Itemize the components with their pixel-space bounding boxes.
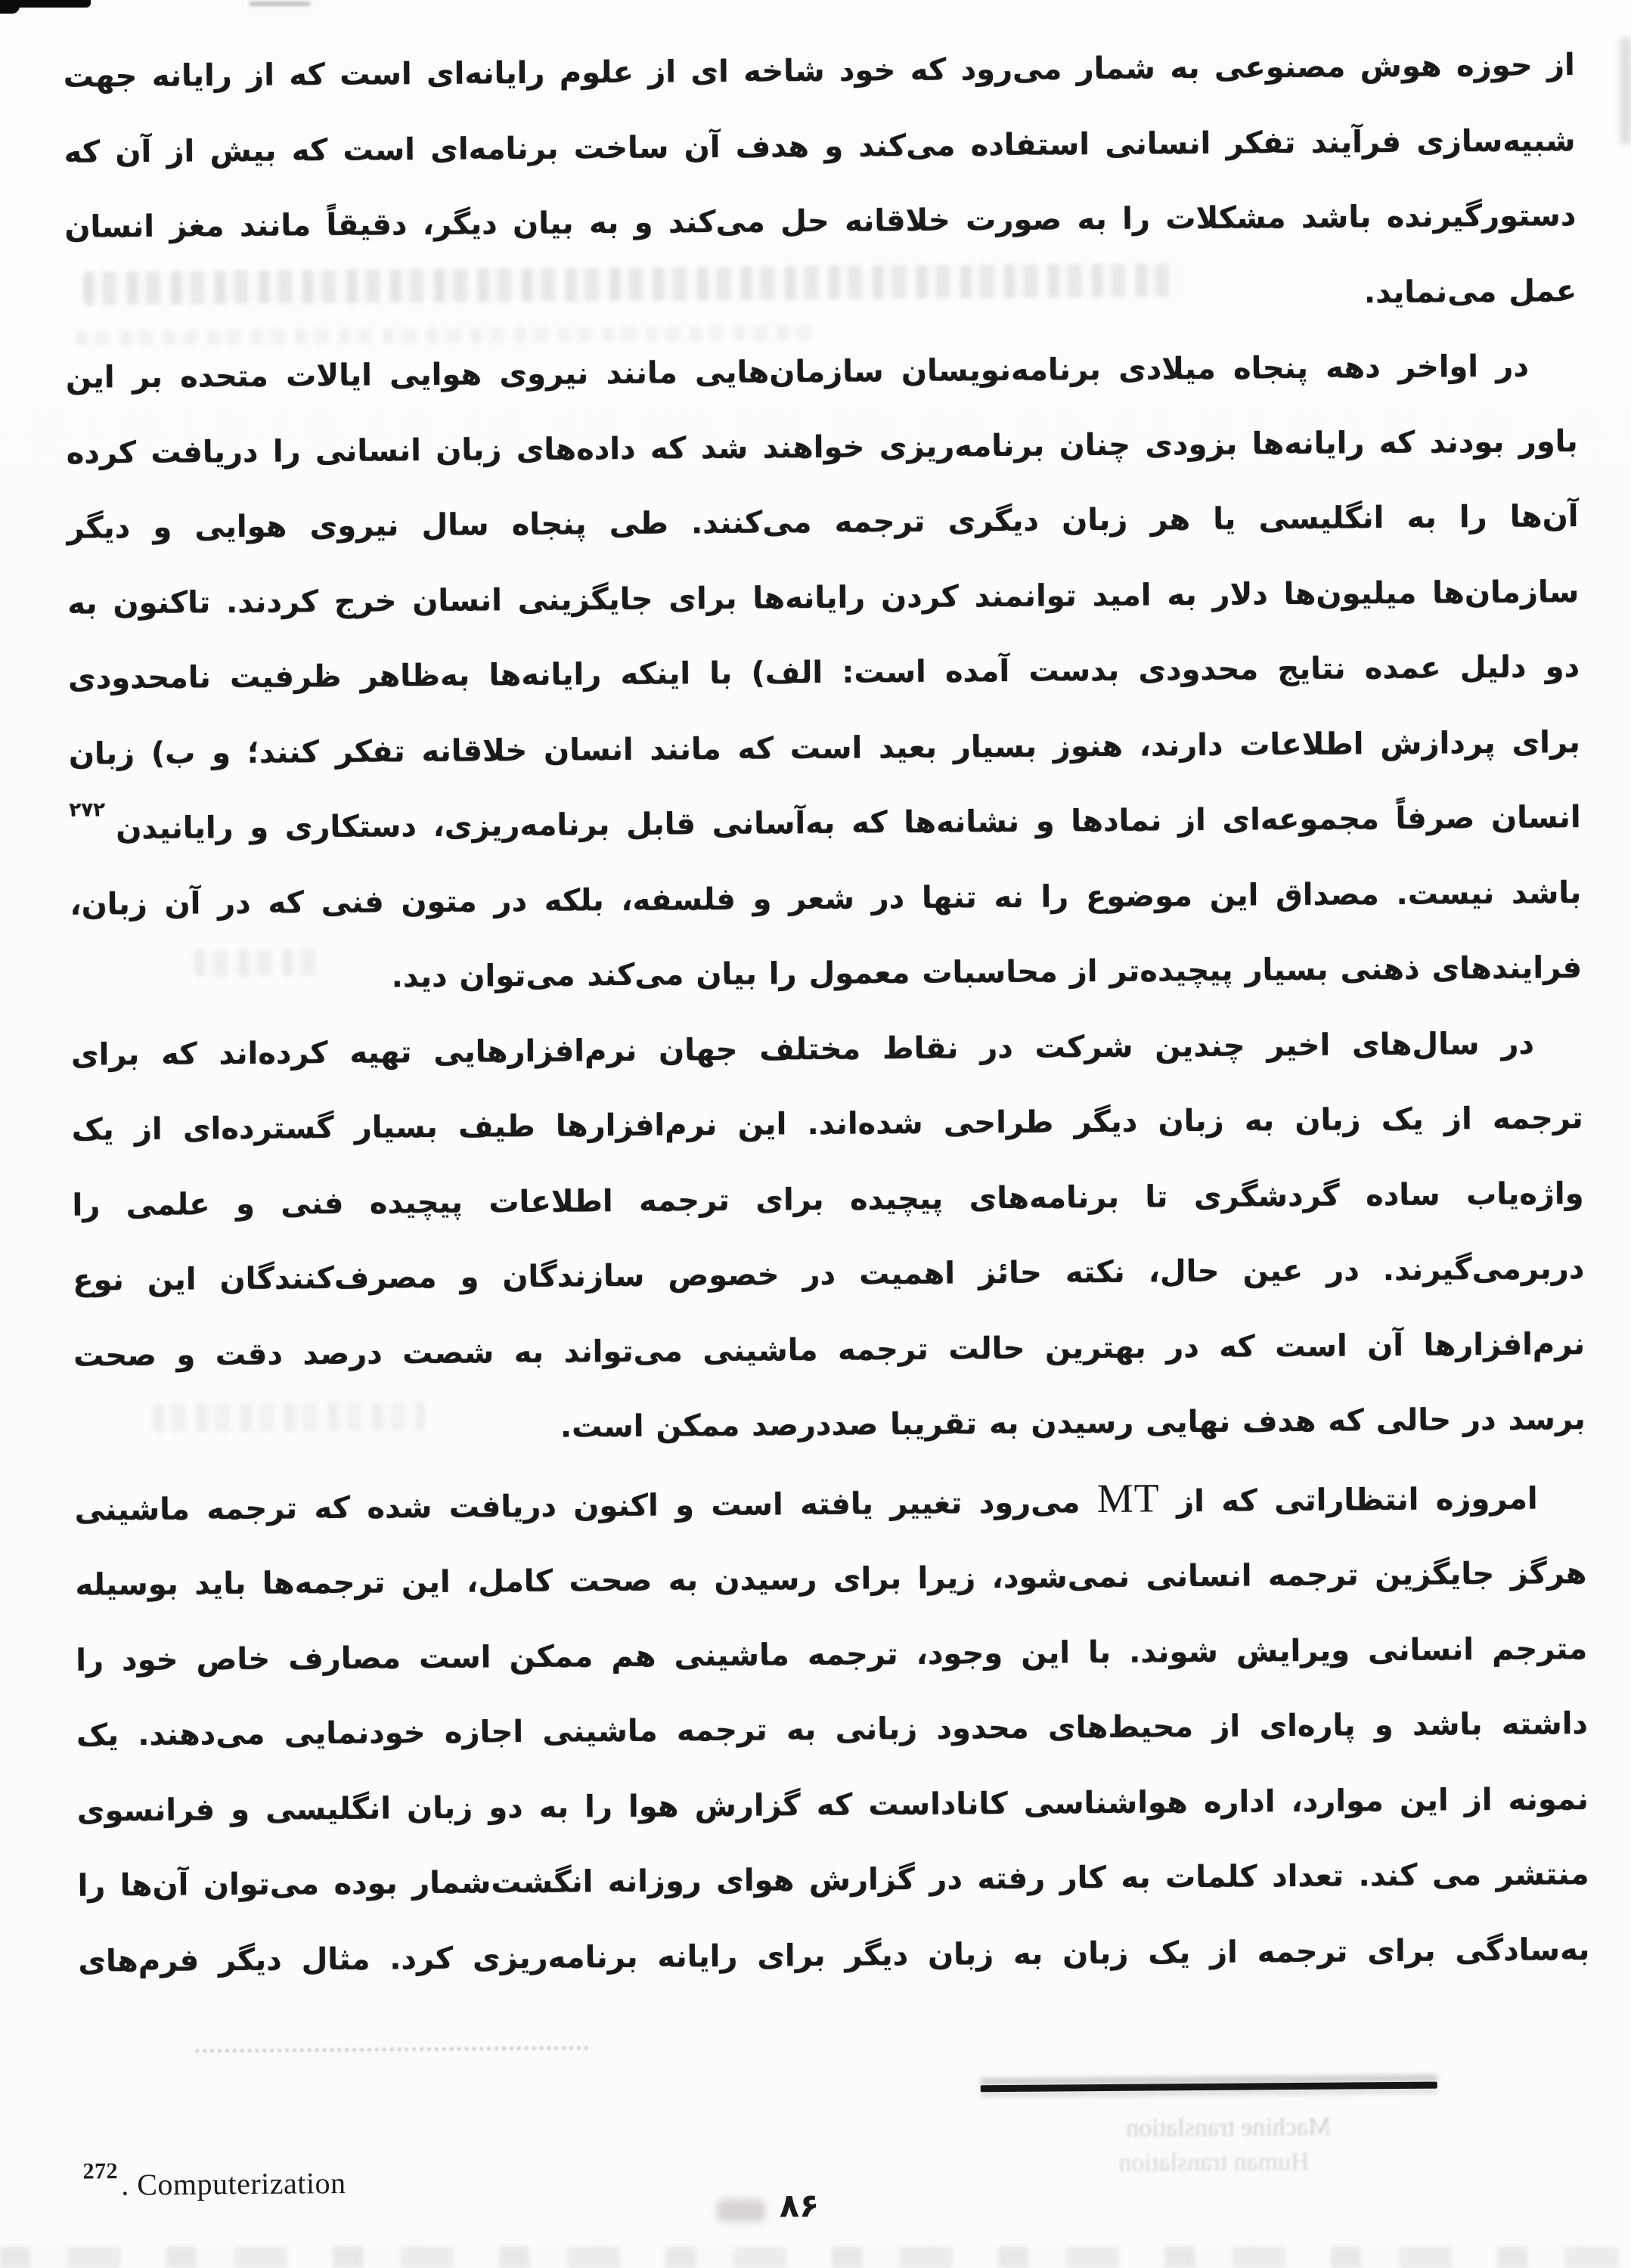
text-line: دستورگیرنده باشد مشکلات را به صورت خلاقانه حل می‌کند و به بیان دیگر، دقیقاً مانند مغز انسان	[64, 198, 1577, 245]
bleed-through-smudge	[717, 2199, 765, 2223]
text-line: منتشر می کند. تعداد کلمات به کار رفته در گزارش هوای روزانه انگشت‌شمار بوده می‌توان آن‌ها را	[77, 1856, 1589, 1904]
text-line: باشد نیست. مصداق این موضوع را نه تنها در شعر و فلسفه، بلکه در متون فنی که در آن زبان،	[70, 875, 1582, 922]
text-line: سازمان‌ها میلیون‌ها دلار به امید توانمند کردن رایانه‌ها برای جایگزینی انسان خرج کردند. تاکنون به	[67, 574, 1580, 621]
footnote-separator-line	[981, 2082, 1437, 2093]
bleed-through-text: Human translation	[1118, 2147, 1310, 2177]
footnote-marker: 272	[82, 2158, 119, 2184]
text-line: انسان صرفاً مجموعه‌ای از نمادها و نشانه‌ها که به‌آسانی قابل برنامه‌ریزی، دستکاری و رایانیدن$^{۲۷۲}$	[69, 798, 1581, 847]
text-block	[63, 28, 1589, 2000]
text-line: آن‌ها را به انگلیسی یا هر زبان دیگری ترجمه می‌کنند. طی پنجاه سال نیروی هوایی و دیگر	[67, 499, 1579, 546]
text-line: عمل می‌نماید.	[1363, 273, 1577, 310]
text-line: نرم‌افزارها آن است که در بهترین حالت ترجمه ماشینی می‌تواند به شصت درصد دقت و صحت	[73, 1326, 1586, 1374]
text-line: شبیه‌سازی فرآیند تفکر انسانی استفاده می‌کند و هدف آن ساخت برنامه‌ای است که بیش از آن که	[64, 122, 1576, 170]
text-line: واژه‌یاب ساده گردشگری تا برنامه‌های پیچیده برای ترجمه اطلاعات پیچیده فنی و علمی را	[72, 1176, 1584, 1223]
text-line: فرایندهای ذهنی بسیار پیچیده‌تر از محاسبات معمول را بیان می‌کند می‌توان دید.	[391, 950, 1583, 995]
footnote-reference-272: ۲۷۲	[69, 798, 106, 822]
text-line: باور بودند که رایانه‌ها بزودی چنان برنامه‌ریزی خواهند شد که داده‌های زبان انسانی را دریافت کرده	[66, 423, 1578, 471]
text-line: هرگز جایگزین ترجمه انسانی نمی‌شود، زیرا برای رسیدن به صحت کامل، این ترجمه‌ها باید بوسیله	[75, 1556, 1587, 1603]
bleed-through-text: Machine translation	[1126, 2112, 1332, 2143]
text-line: داشته باشد و پاره‌ای از محیط‌های محدود زبانی به ترجمه ماشینی اجازه خودنمایی می‌دهند. یک	[76, 1706, 1589, 1753]
line-segment: می‌رود تغییر یافته است و اکنون دریافت شده که ترجمه ماشینی	[74, 1484, 1097, 1528]
text-line: از حوزه هوش مصنوعی به شمار می‌رود که خود شاخه ای از علوم رایانه‌ای است که از رایانه جهت	[63, 48, 1575, 94]
text-line: دو دلیل عمده نتایج محدودی بدست آمده است: الف) با اینکه رایانه‌ها به‌ظاهر ظرفیت نامحدودی	[67, 649, 1580, 696]
latin-abbreviation-mt: MT	[1096, 1474, 1160, 1521]
text-line	[74, 1458, 1586, 1548]
footnote-text: . Computerization	[121, 2165, 346, 2202]
text-line: برسد در حالی که هدف نهایی رسیدن به تقریبا صددرصد ممکن است.	[560, 1402, 1586, 1445]
text-line: ترجمه از یک زبان به زبان دیگر طراحی شده‌اند. این نرم‌افزارها طیف بسیار گسترده‌ای از یک	[71, 1101, 1583, 1148]
text-line: به‌سادگی برای ترجمه از یک زبان به زبان دیگر برای رایانه برنامه‌ریزی کرد. مثال دیگر فرم‌های	[78, 1932, 1590, 1979]
line-segment: امروزه انتظاراتی که از	[1159, 1481, 1538, 1519]
text-line: در اواخر دهه پنجاه میلادی برنامه‌نویسان سازمان‌هایی مانند نیروی هوایی ایالات متحده بر این	[65, 349, 1530, 395]
text-line: دربرمی‌گیرند. در عین حال، نکته حائز اهمیت در خصوص سازندگان و مصرف‌کنندگان این نوع	[73, 1251, 1585, 1298]
scan-artifact-dotted-line	[195, 2046, 588, 2053]
text-line: برای پردازش اطلاعات دارند، هنوز بسیار بعید است که مانند انسان خلاقانه تفکر کنند؛ و ب) زبان	[68, 724, 1580, 772]
footnote	[82, 2157, 346, 2203]
page-number: ۸۶	[779, 2187, 820, 2226]
text-line: در سال‌های اخیر چندین شرکت در نقاط مختلف جهان نرم‌افزارهایی تهیه کرده‌اند که برای	[70, 1026, 1535, 1073]
text-line: مترجم انسانی ویرایش شوند. با این وجود، ترجمه ماشینی هم ممکن است مصارف خاص خود را	[76, 1631, 1588, 1678]
text-line: نمونه از این موارد، اداره هواشناسی کاناداست که گزارش هوا را به دو زبان انگلیسی و فرانسوی	[76, 1781, 1589, 1829]
